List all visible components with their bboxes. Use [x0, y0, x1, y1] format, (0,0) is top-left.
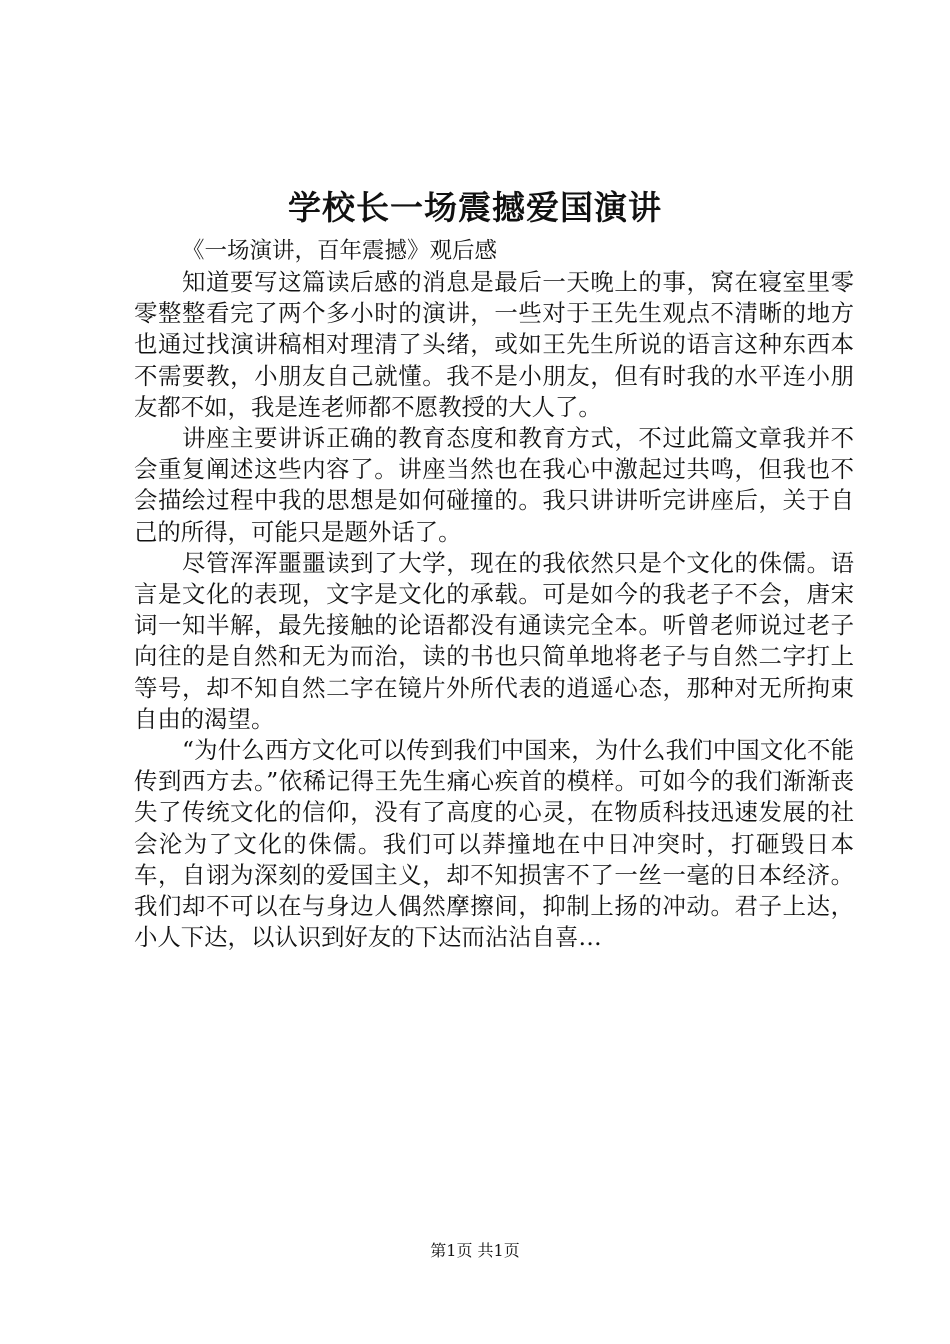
document-title: 学校长一场震撼爱国演讲	[288, 188, 662, 227]
paragraph-4: “为什么西方文化可以传到我们中国来，为什么我们中国文化不能传到西方去。”依稀记得王先生痛心疾首的模样。可如今的我们渐渐丧失了传统文化的信仰，没有了高度的心灵，在物质科技迅速发展的社会沦为了文化的侏儒。我们可以莽撞地在中日冲突时，打砸毁日本车，自诩为深刻的爱国主义，却不知损害不了一丝一毫的日本经济。我们却不可以在与身边人偶然摩擦间，抑制上扬的冲动。君子上达，小人下达，以认识到好友的下达而沾沾自喜…	[134, 736, 854, 952]
document-subtitle: 《一场演讲，百年震撼》观后感	[182, 238, 498, 264]
paragraph-3: 尽管浑浑噩噩读到了大学，现在的我依然只是个文化的侏儒。语言是文化的表现，文字是文化的承载。可是如今的我老子不会，唐宋词一知半解，最先接触的论语都没有通读完全本。听曾老师说过老子向往的是自然和无为而治，读的书也只简单地将老子与自然二字打上等号，却不知自然二字在镜片外所代表的逍遥心态，那种对无所拘束自由的渴望。	[134, 548, 854, 733]
paragraph-2: 讲座主要讲诉正确的教育态度和教育方式，不过此篇文章我并不会重复阐述这些内容了。讲座当然也在我心中激起过共鸣，但我也不会描绘过程中我的思想是如何碰撞的。我只讲讲听完讲座后，关于自己的所得，可能只是题外话了。	[134, 424, 854, 546]
paragraph-1: 知道要写这篇读后感的消息是最后一天晚上的事，窝在寝室里零零整整看完了两个多小时的演讲，一些对于王先生观点不清晰的地方也通过找演讲稿相对理清了头绪，或如王先生所说的语言这种东西本不需要教，小朋友自己就懂。我不是小朋友，但有时我的水平连小朋友都不如，我是连老师都不愿教授的大人了。	[134, 268, 854, 421]
page-footer: 第1页 共1页	[430, 1241, 520, 1260]
document-body	[134, 267, 854, 953]
